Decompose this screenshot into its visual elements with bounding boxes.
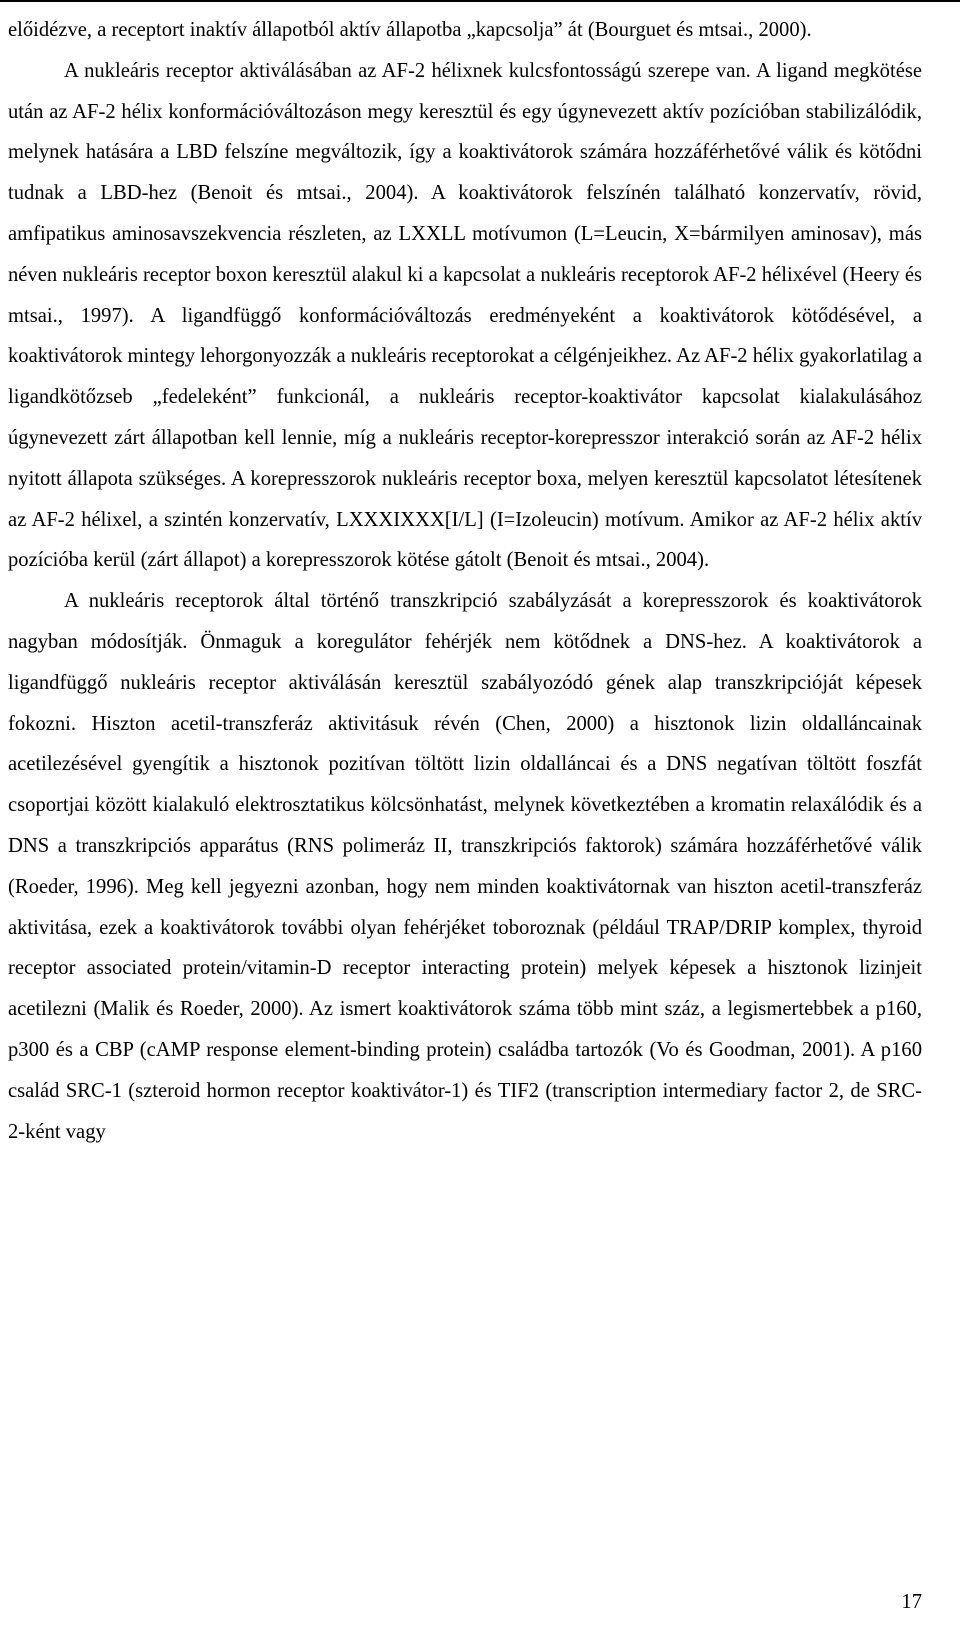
document-body — [8, 10, 922, 1152]
page-number: 17 — [901, 1591, 922, 1613]
top-rule — [0, 0, 960, 2]
paragraph-af2-helix: A nukleáris receptor aktiválásában az AF-2 hélixnek kulcsfontosságú szerepe van. A ligand megkötése után az AF-2 hélix konformációváltozáson megy keresztül és egy úgynevezett aktív pozícióban stabilizálódik, melynek hatására a LBD felszíne megváltozik, így a koaktivátorok számára hozzáférhetővé válik és kötődni tudnak a LBD-hez (Benoit és mtsai., 2004). A koaktivátorok felszínén található konzervatív, rövid, amfipatikus aminosavszekvencia részleten, az LXXLL motívumon (L=Leucin, X=bármilyen aminosav), más néven nukleáris receptor boxon keresztül alakul ki a kapcsolat a nukleáris receptorok AF-2 hélixével (Heery és mtsai., 1997). A ligandfüggő konformációváltozás eredményeként a koaktivátorok kötődésével, a koaktivátorok mintegy lehorgonyozzák a nukleáris receptorokat a célgénjeikhez. Az AF-2 hélix gyakorlatilag a ligandkötőzseb „fedeleként” funkcionál, a nukleáris receptor-koaktivátor kapcsolat kialakulásához úgynevezett zárt állapotban kell lennie, míg a nukleáris receptor-korepresszor interakció során az AF-2 hélix nyitott állapota szükséges. A korepresszorok nukleáris receptor boxa, melyen keresztül kapcsolatot létesítenek az AF-2 hélixel, a szintén konzervatív, LXXXIXXX[I/L] (I=Izoleucin) motívum. Amikor az AF-2 hélix aktív pozícióba kerül (zárt állapot) a korepresszorok kötése gátolt (Benoit és mtsai., 2004). — [8, 59, 923, 572]
paragraph-continuation: előidézve, a receptort inaktív állapotból aktív állapotba „kapcsolja” át (Bourguet és mtsai., 2000). — [8, 19, 812, 41]
paragraph-coregulators: A nukleáris receptorok által történő transzkripció szabályzását a korepresszorok és koaktivátorok nagyban módosítják. Önmaguk a koregulátor fehérjék nem kötődnek a DNS-hez. A koaktivátorok a ligandfüggő nukleáris receptor aktiválásán keresztül szabályozódó gének alap transzkripcióját képesek fokozni. Hiszton acetil-transzferáz aktivitásuk révén (Chen, 2000) a hisztonok lizin oldalláncainak acetilezésével gyengítik a hisztonok pozitívan töltött lizin oldalláncai és a DNS negatívan töltött foszfát csoportjai között kialakuló elektrosztatikus kölcsönhatást, melynek következtében a kromatin relaxálódik és a DNS a transzkripciós apparátus (RNS polimeráz II, transzkripciós faktorok) számára hozzáférhetővé válik (Roeder, 1996). Meg kell jegyezni azonban, hogy nem minden koaktivátornak van hiszton acetil-transzferáz aktivitása, ezek a koaktivátorok további olyan fehérjéket toboroznak (például TRAP/DRIP komplex, thyroid receptor associated protein/vitamin-D receptor interacting protein) melyek képesek a hisztonok lizinjeit acetilezni (Malik és Roeder, 2000). Az ismert koaktivátorok száma több mint száz, a legismertebbek a p160, p300 és a CBP (cAMP response element-binding protein) családba tartozók (Vo és Goodman, 2001). A p160 család SRC-1 (szteroid hormon receptor koaktivátor-1) és TIF2 (transcription intermediary factor 2, de SRC-2-ként vagy — [8, 590, 922, 1143]
